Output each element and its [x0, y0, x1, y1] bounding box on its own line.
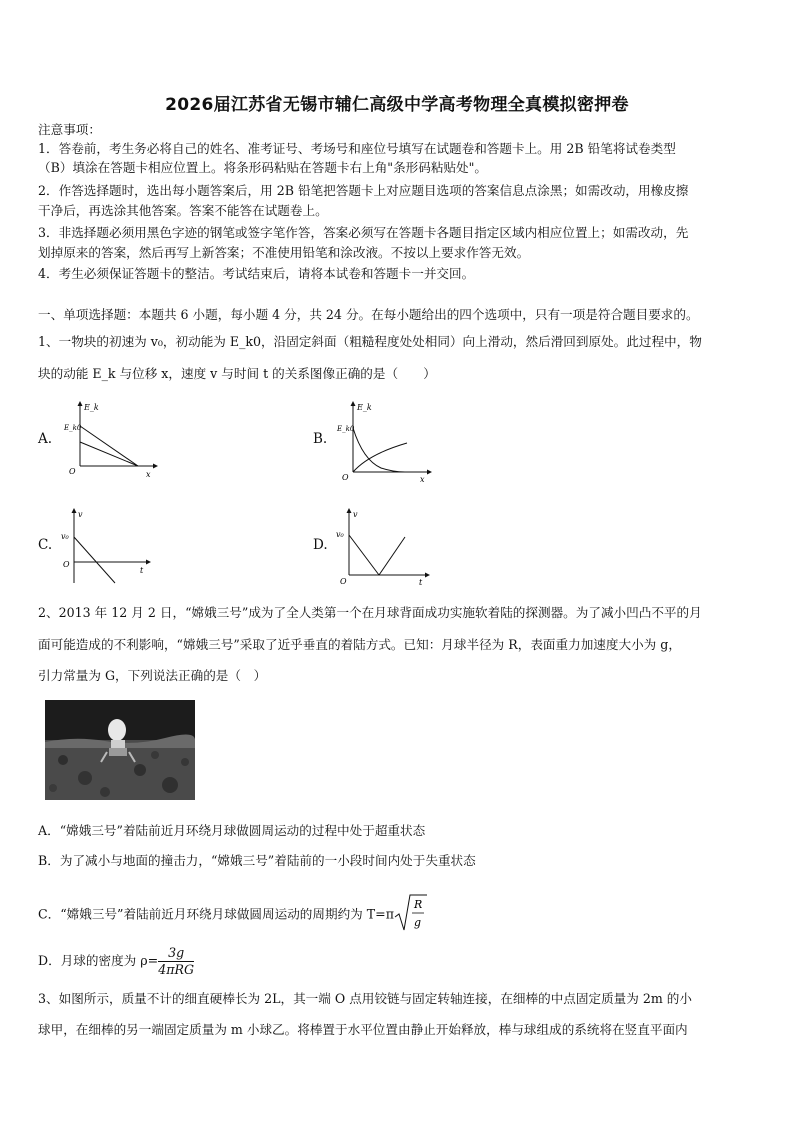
option-b-label: B. [313, 431, 328, 447]
q2-option-c [38, 895, 758, 935]
axis-label-x: x [420, 475, 425, 484]
axis-label-x: x [146, 470, 151, 479]
option-a-label: A. [38, 431, 53, 447]
question-2-stem: 2、2013 年 12 月 2 日，“嫦娥三号”成为了全人类第一个在月球背面成功实施软着陆的探测器。为了减小凹凸不平的月 [38, 605, 702, 620]
question-3-stem: 球甲，在细棒的另一端固定质量为 m 小球乙。将棒置于水平位置由静止开始释放，棒与球组成的系统将在竖直平面内 [38, 1022, 688, 1037]
q2-option-a: A．“嫦娥三号”着陆前近月环绕月球做圆周运动的过程中处于超重状态 [38, 823, 426, 838]
sqrt-radical [394, 893, 428, 933]
question-2-stem: 引力常量为 G，下列说法正确的是（ ） [38, 668, 267, 683]
lunar-surface-image [45, 700, 195, 800]
axis-label-t: t [140, 566, 144, 575]
question-1-stem: 块的动能 E_k 与位移 x，速度 v 与时间 t 的关系图像正确的是（ ） [38, 366, 436, 381]
sqrt-denominator: g [414, 916, 422, 929]
notice-line: 2．作答选择题时，选出每小题答案后，用 2B 铅笔把答题卡上对应题目选项的答案信息点涂黑；如需改动，用橡皮擦 [38, 183, 689, 198]
fraction-numerator: 3g [158, 945, 194, 962]
origin-label: O [63, 560, 70, 569]
q2-option-d [38, 945, 758, 978]
axis-label-ek: E_k [357, 403, 372, 412]
notice-line: 4．考生必须保证答题卡的整洁。考试结束后，请将本试卷和答题卡一并交回。 [38, 266, 475, 281]
origin-label: O [69, 467, 76, 476]
tick-label-ek0: E_k0 [64, 424, 82, 432]
page-title: 2026届江苏省无锡市辅仁高级中学高考物理全真模拟密押卷 [165, 95, 629, 115]
axis-label-v: v [353, 510, 358, 519]
question-2-stem: 面可能造成的不利影响，“嫦娥三号”采取了近乎垂直的着陆方式。已知：月球半径为 R，表面重力加速度大小为 g， [38, 637, 681, 652]
axis-label-v: v [78, 510, 83, 519]
section-heading: 一、单项选择题：本题共 6 小题，每小题 4 分，共 24 分。在每小题给出的四个选项中，只有一项是符合题目要求的。 [38, 307, 699, 322]
q2-option-c-text: C．“嫦娥三号”着陆前近月环绕月球做圆周运动的周期约为 T=π [38, 906, 394, 922]
q2-option-d-text: D．月球的密度为 ρ= [38, 953, 159, 968]
question-1-stem: 1、一物块的初速为 v₀，初动能为 E_k0，沿固定斜面（粗糙程度处处相同）向上滑动，然后滑回到原处。此过程中，物 [38, 334, 702, 349]
density-fraction [158, 945, 194, 978]
notice-line: 划掉原来的答案，然后再写上新答案；不准使用铅笔和涂改液。不按以上要求作答无效。 [38, 245, 530, 260]
notice-heading: 注意事项： [38, 122, 101, 137]
axis-label-t: t [419, 578, 423, 587]
graph-c [60, 505, 152, 585]
graph-d [335, 505, 435, 587]
graph-a [60, 398, 160, 480]
fraction-denominator: 4πRG [158, 962, 195, 977]
notice-line: （B）填涂在答题卡相应位置上。将条形码粘贴在答题卡右上角"条形码粘贴处"。 [38, 160, 488, 175]
sqrt-symbol [394, 893, 428, 933]
q2-option-b: B．为了减小与地面的撞击力，“嫦娥三号”着陆前的一小段时间内处于失重状态 [38, 853, 476, 868]
question-3-stem: 3、如图所示，质量不计的细直硬棒长为 2L，其一端 O 点用铰链与固定转轴连接，在细棒的中点固定质量为 2m 的小 [38, 991, 692, 1006]
option-d-label: D. [313, 537, 328, 553]
option-c-label: C. [38, 537, 53, 553]
tick-label-v0: v₀ [61, 532, 69, 541]
origin-label: O [342, 473, 349, 482]
axis-label-ek: E_k [84, 403, 99, 412]
notice-line: 干净后，再选涂其他答案。答案不能答在试题卷上。 [38, 203, 328, 218]
sqrt-numerator: R [414, 898, 423, 911]
tick-label-ek0: E_k0 [337, 425, 355, 433]
notice-line: 1．答卷前，考生务必将自己的姓名、准考证号、考场号和座位号填写在试题卷和答题卡上。用 2B 铅笔将试卷类型 [38, 141, 676, 156]
notice-line: 3．非选择题必须用黑色字迹的钢笔或签字笔作答，答案必须写在答题卡各题目指定区域内相应位置上；如需改动，先 [38, 225, 689, 240]
origin-label: O [340, 577, 347, 586]
tick-label-v0: v₀ [336, 530, 344, 539]
graph-b [335, 398, 435, 484]
chang-e-3-photo [45, 700, 195, 800]
